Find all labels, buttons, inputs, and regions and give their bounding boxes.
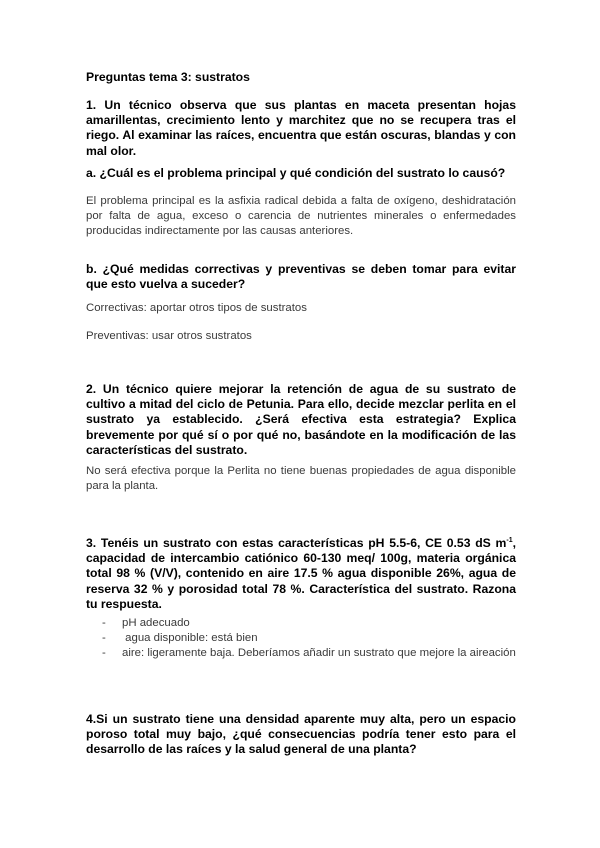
question-1b: b. ¿Qué medidas correctivas y preventivas se deben tomar para evitar que esto vuelva a suceder? [86, 262, 516, 292]
bullet-dash: - [102, 647, 106, 659]
question-3-pre: 3. Tenéis un sustrato con estas características pH 5.5-6, CE 0.53 dS m [86, 536, 507, 550]
list-item: - agua disponible: está bien [102, 632, 258, 644]
question-3-post: , capacidad de intercambio catiónico 60-130 meq/ 100g, materia orgánica total 98 % (V/V), contenido en aire 17.5 % agua disponible 26%, agua de reserva 32 % y porosidad total 78 %. Característica del sustrato. Razona tu respuesta. [86, 536, 516, 611]
list-item: - aire: ligeramente baja. Deberíamos añadir un sustrato que mejore la aireación [102, 647, 516, 659]
answer-3-list [86, 616, 516, 661]
bullet-dash: - [102, 617, 106, 629]
answer-1b-preventive: Preventivas: usar otros sustratos [86, 330, 252, 342]
answer-1a: El problema principal es la asfixia radical debida a falta de oxígeno, deshidratación por falta de agua, exceso o carencia de nutrientes minerales o enfermedades producidas indirectamente por las causas anteriores. [86, 195, 516, 237]
bullet-dash: - [102, 632, 106, 644]
answer-1b-corrective: Correctivas: aportar otros tipos de sustratos [86, 302, 307, 314]
question-4: 4.Si un sustrato tiene una densidad aparente muy alta, pero un espacio poroso total muy bajo, ¿qué consecuencias podría tener esto para el desarrollo de las raíces y la salud general de una planta? [86, 712, 516, 757]
question-3 [86, 536, 516, 612]
question-1: 1. Un técnico observa que sus plantas en maceta presentan hojas amarillentas, crecimiento lento y marchitez que no se recupera tras el riego. Al examinar las raíces, encuentra que están oscuras, blandas y con mal olor. [86, 98, 516, 158]
list-item: - pH adecuado [102, 617, 190, 629]
document-title: Preguntas tema 3: sustratos [86, 70, 250, 84]
question-2: 2. Un técnico quiere mejorar la retención de agua de su sustrato de cultivo a mitad del ciclo de Petunia. Para ello, decide mezclar perlita en el sustrato ya establecido. ¿Será efectiva esta estrategia? Explica brevemente por qué sí o por qué no, basándote en la modificación de las características del sustrato. [86, 382, 516, 457]
question-3-superscript: -1 [506, 536, 513, 544]
answer-2: No será efectiva porque la Perlita no tiene buenas propiedades de agua disponible para la planta. [86, 465, 516, 492]
question-1a: a. ¿Cuál es el problema principal y qué condición del sustrato lo causó? [86, 166, 506, 180]
